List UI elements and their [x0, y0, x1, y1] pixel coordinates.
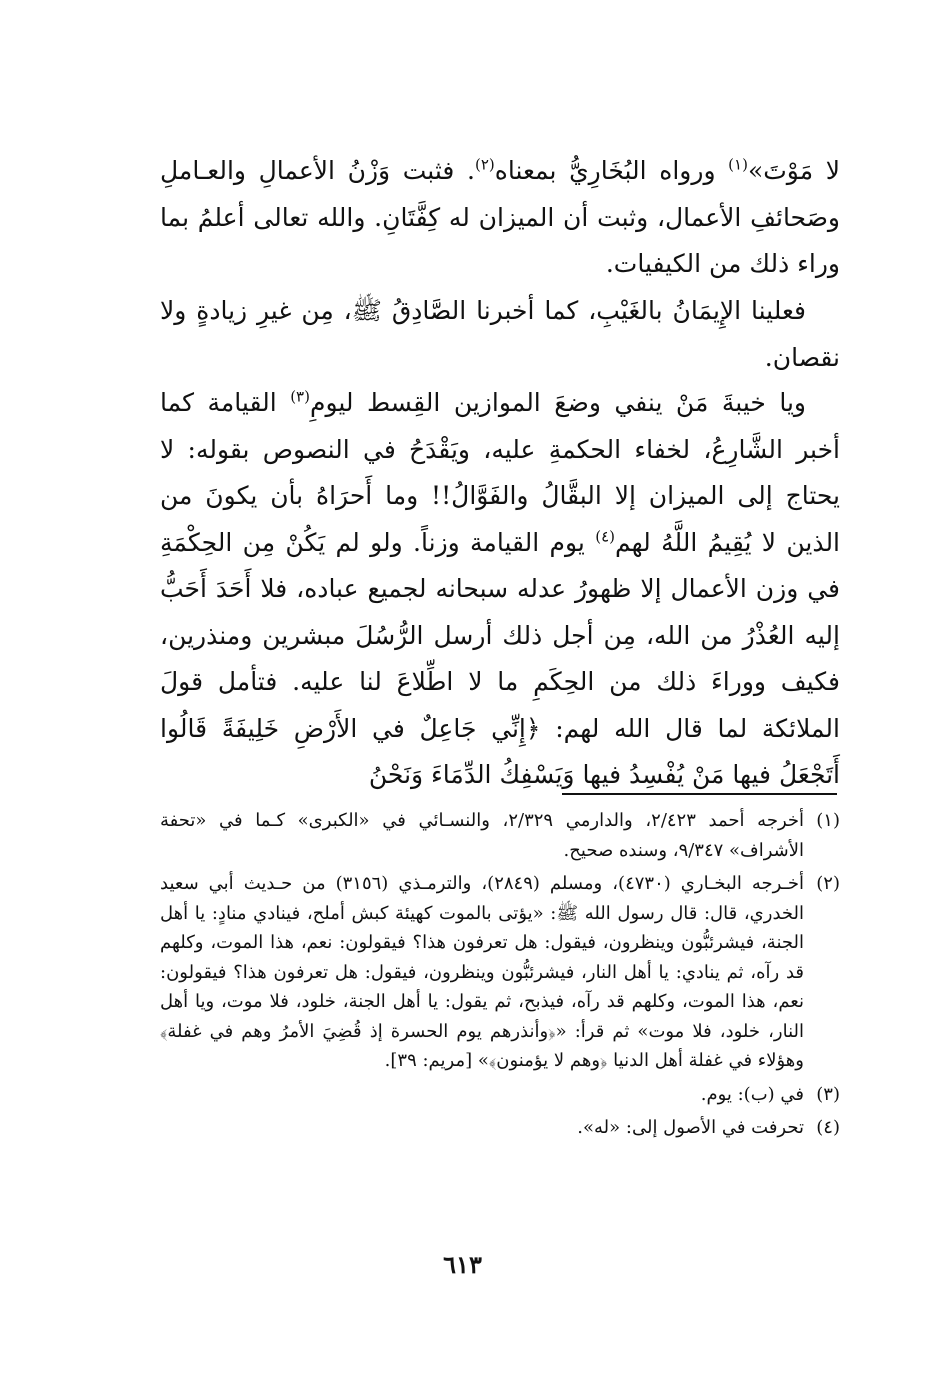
paragraph-1-text-a: لا مَوْتَ» — [747, 156, 840, 185]
paragraph-3-text-b: القيامة كما أخبر الشَّارِعُ، لخفاء الحكمةِ عليه، ويَقْدَحُ في النصوص بقوله: لا يحتاج إلى الميزان إلا البقَّالُ والفَوَّالُ!! وما أَحرَاهُ بأن يكونَ من الذين لا يُقِيمُ اللَّهُ لهم — [160, 388, 841, 557]
paragraph-1-text-c: . فثبت وَزْنُ الأعمالِ والعـاملِ وصَحائفِ الأعمال، وثبت أن الميزان له كِفَّتَانِ. والله تعالى أعلمُ بما وراء ذلك من الكيفيات. — [160, 156, 840, 278]
footnote-ref-3: (٣) — [290, 387, 310, 406]
page-number: ٦١٣ — [443, 1250, 482, 1279]
footnote-text: في (ب): يوم. — [700, 1083, 804, 1105]
footnote-2 — [160, 869, 840, 1076]
footnote-ref-4: (٤) — [595, 527, 615, 546]
paragraph-3 — [160, 380, 840, 799]
paragraph-1-text-b: ورواه البُخَارِيُّ بمعناه — [494, 156, 729, 185]
footnote-number: (١) — [816, 810, 840, 831]
footnote-1 — [160, 806, 840, 865]
footnote-3 — [160, 1080, 840, 1110]
paragraph-3-text-a: ويا خيبةَ مَنْ ينفي وضعَ الموازين القِسط ليومِ — [309, 388, 806, 417]
footnote-text: تحرفت في الأصول إلى: «له». — [577, 1117, 804, 1138]
footnote-4 — [160, 1113, 840, 1143]
footnote-number: (٢) — [816, 873, 840, 894]
footnote-separator — [562, 793, 837, 795]
paragraph-2-text: فعلينا الإِيمَانُ بالغَيْبِ، كما أخبرنا الصَّادِقُ ﷺ، مِن غيرِ زيادةٍ ولا نقصان. — [160, 296, 840, 372]
paragraph-3-text-c: يوم القيامة وزناً. ولو لم يَكُنْ مِن الحِكْمَةِ في وزن الأعمال إلا ظهورُ عدله سبحانه لجميع عباده، فلا أَحَدَ أَحَبُّ إليه العُذْرُ من الله، مِن أجل ذلك أرسل الرُّسُلَ مبشرين ومنذرين، فكيف ووراءَ ذلك من الحِكَمِ ما لا اطِّلاعَ لنا عليه. فتأمل قولَ الملائكة لما قال الله لهم: ﴿إِنِّي جَاعِلٌ في الأَرْضِ خَلِيفَةً قَالُوا أَتَجْعَلُ فيها مَنْ يُفْسِدُ فيها وَيَسْفِكُ الدِّمَاءَ وَنَحْنُ — [160, 527, 840, 789]
paragraph-1 — [160, 148, 840, 288]
footnote-ref-1: (١) — [728, 155, 748, 174]
footnote-text: أخـرجه البخـاري (٤٧٣٠)، ومسلم (٢٨٤٩)، والترمـذي (٣١٥٦) من حـديث أبي سعيد الخدري، قال: قال رسول الله ﷺ: «يؤتى بالموت كهيئة كبش أملح، فينادي منادٍ: يا أهل الجنة، فيشرئبُّون وينظرون، فيقول: هل تعرفون هذا؟ فيقولون: نعم، هذا الموت، وكلهم قد رآه، ثم ينادي: يا أهل النار، فيشرئبُّون وينظرون، فيقول: هل تعرفون هذا؟ فيقولون: نعم، هذا الموت، وكلهم قد رآه، فيذبح، ثم يقول: يا أهل الجنة، خلود، فلا موت، ويا أهل النار، خلود، فلا موت» ثم قرأ: «﴿وأنذرهم يوم الحسرة إذ قُضِيَ الأمرُ وهم في غفلة﴾ وهؤلاء في غفلة أهل الدنيا ﴿وهم لا يؤمنون﴾» [مريم: ٣٩]. — [160, 873, 804, 1071]
footnote-number: (٣) — [816, 1083, 840, 1105]
paragraph-2 — [160, 288, 840, 381]
footnote-number: (٤) — [816, 1117, 840, 1138]
footnote-text: أخرجه أحمد ٢/٤٢٣، والدارمي ٢/٣٢٩، والنسـائي في «الكبرى» كـما في «تحفة الأشراف» ٩/٣٤٧، وسنده صحيح. — [160, 810, 805, 861]
footnotes — [160, 806, 840, 1143]
footnote-ref-2: (٢) — [474, 155, 495, 174]
